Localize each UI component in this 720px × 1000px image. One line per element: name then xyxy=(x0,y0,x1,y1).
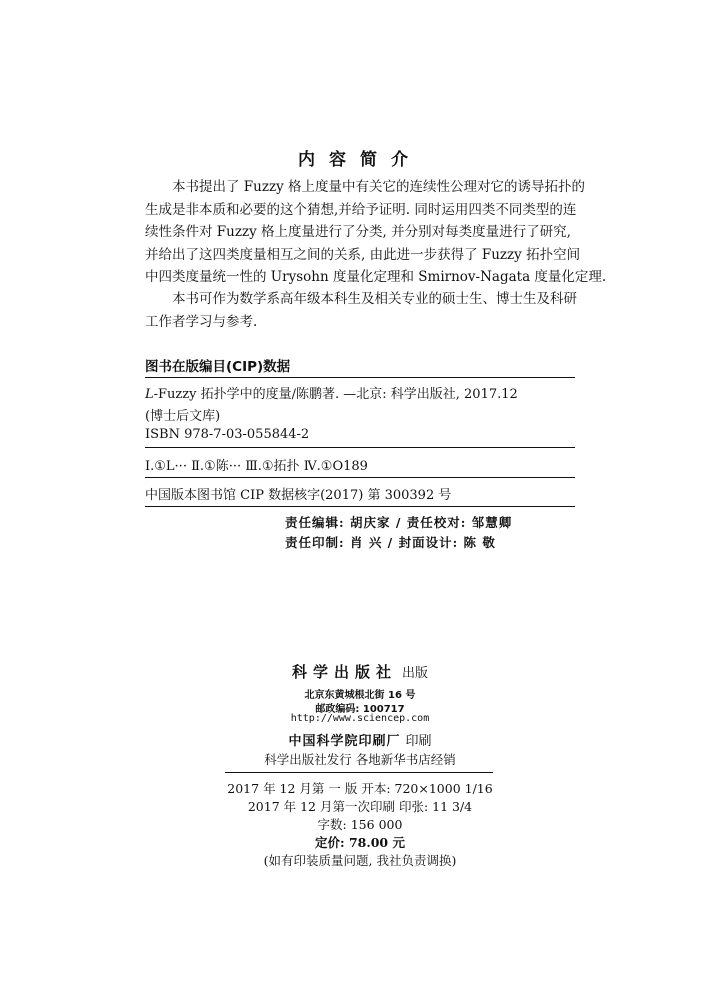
notice: (如有印装质量问题, 我社负责调换) xyxy=(263,853,457,868)
summary-line: 中四类度量统一性的 Urysohn 度量化定理和 Smirnov-Nagata 度量化定理. xyxy=(145,269,607,285)
summary-line: 本书可作为数学系高年级本科生及相关专业的硕士生、博士生及科研 xyxy=(172,291,577,307)
printer-line xyxy=(0,730,720,749)
divider xyxy=(145,477,575,478)
publisher-url: http://www.sciencep.com xyxy=(290,713,430,724)
summary-line: 续性条件对 Fuzzy 格上度量进行了分类, 并分别对每类度量进行了研究, xyxy=(145,224,571,240)
summary-title: 内容简介 xyxy=(298,150,422,170)
summary-paragraph-1 xyxy=(145,176,607,289)
summary-paragraph-2 xyxy=(145,288,591,333)
publisher-postcode: 邮政编码: 100717 xyxy=(315,704,405,715)
impression-line: 2017 年 12 月第一次印刷 印张: 11 3/4 xyxy=(247,799,473,814)
word-count: 字数: 156 000 xyxy=(317,817,403,832)
publisher-name: 科学出版社 xyxy=(291,663,397,681)
summary-line: 并给出了这四类度量相互之间的关系, 由此进一步获得了 Fuzzy 拓扑空间 xyxy=(145,246,581,263)
credits-line-1: 责任编辑: 胡庆家 / 责任校对: 邹慧卿 xyxy=(285,515,513,530)
cip-series: (博士后文库) xyxy=(145,409,221,424)
edition-line: 2017 年 12 月第 一 版 开本: 720×1000 1/16 xyxy=(227,781,493,796)
cip-entry-text: -Fuzzy 拓扑学中的度量/陈鹏著. —北京: 科学出版社, 2017.12 xyxy=(153,387,518,402)
divider xyxy=(225,772,493,773)
summary-line: 本书提出了 Fuzzy 格上度量中有关它的连续性公理对它的诱导拓扑的 xyxy=(172,179,585,195)
summary-line: 工作者学习与参考. xyxy=(145,313,258,330)
publisher-address: 北京东黄城根北街 16 号 xyxy=(304,690,416,701)
publisher-line xyxy=(0,661,720,682)
cip-entry xyxy=(145,383,518,402)
credits-line-2: 责任印制: 肖 兴 / 封面设计: 陈 敬 xyxy=(285,535,496,550)
divider xyxy=(145,377,575,378)
divider xyxy=(145,506,575,507)
distribution-line: 科学出版社发行 各地新华书店经销 xyxy=(264,752,456,767)
publisher-action: 出版 xyxy=(402,666,429,681)
price: 定价: 78.00 元 xyxy=(315,835,405,850)
printer-name: 中国科学院印刷厂 xyxy=(288,734,401,749)
cip-record: 中国版本图书馆 CIP 数据核字(2017) 第 300392 号 xyxy=(145,488,452,503)
summary-line: 生成是非本质和必要的这个猜想,并给予证明. 同时运用四类不同类型的连 xyxy=(145,201,577,218)
printer-action: 印刷 xyxy=(405,734,432,749)
cip-entry-prefix: L xyxy=(145,387,154,402)
cip-classification: Ⅰ.①L··· Ⅱ.①陈··· Ⅲ.①拓扑 Ⅳ.①O189 xyxy=(145,459,368,474)
divider xyxy=(145,447,575,448)
cip-heading: 图书在版编目(CIP)数据 xyxy=(145,359,291,375)
cip-isbn: ISBN 978-7-03-055844-2 xyxy=(145,427,310,442)
